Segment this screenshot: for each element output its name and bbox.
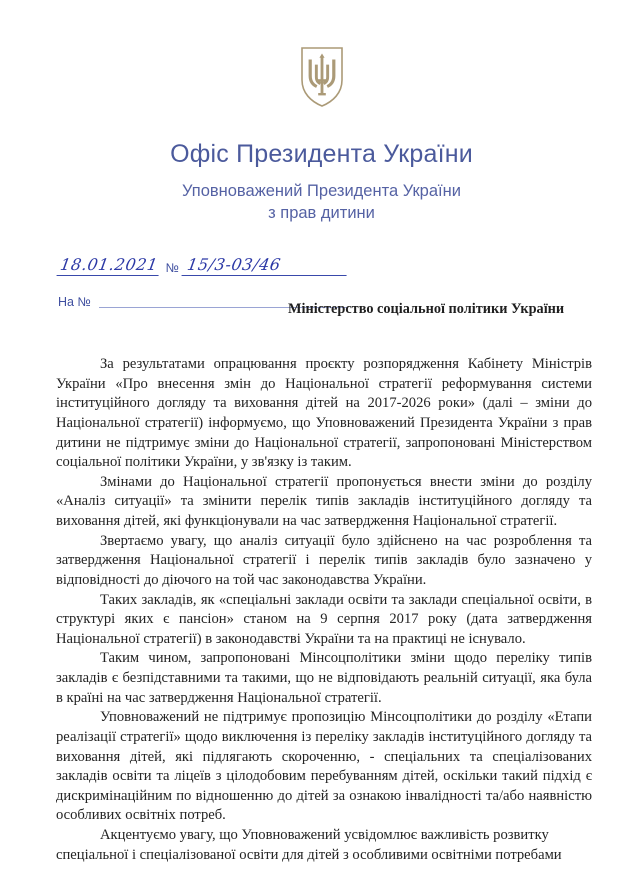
document-number-handwritten: 15/3-03/46 <box>182 257 350 276</box>
organization-subtitle <box>0 181 643 225</box>
organization-subtitle-line1: Уповноважений Президента України <box>182 182 461 200</box>
body-paragraph: Таким чином, запропоновані Мінсоцполітики зміни щодо переліку типів закладів є безпідставними та такими, що не відповідають реальній ситуації, яка була в країні на час затвердження Національної стратегії. <box>56 650 592 706</box>
letter-body <box>56 355 592 865</box>
reference-date-line <box>58 250 348 276</box>
addressee-block: Міністерство соціальної політики України <box>288 301 565 317</box>
document-date-handwritten: 18.01.2021 <box>56 257 161 276</box>
body-paragraph: Акцентуємо увагу, що Уповноважений усвідомлює важливість розвитку спеціальної і спеціалізованої освіти для дітей з особливими освітніми потребами <box>56 827 562 863</box>
reply-to-label: На № <box>58 294 91 309</box>
emblem-container <box>0 44 643 110</box>
body-paragraph: Звертаємо увагу, що аналіз ситуації було здійснено на час розроблення та затвердження Національної стратегії і перелік типів закладів було зазначено у відповідності до діючого на той час законодавства України. <box>56 532 592 588</box>
number-label: № <box>165 260 180 275</box>
body-paragraph: Уповноважений не підтримує пропозицію Мінсоцполітики до розділу «Етапи реалізації стратегії» щодо виключення із переліку закладів інституційного догляду та виховання дітей, які підлягають скороченню, - спеціальних та спеціалізованих закладів освіти та ліцеїв з цілодобовим перебуванням дітей, оскільки такий підхід є дискримінаційним по відношенню до дітей за ознакою інвалідності та/або наявністю особливих освітніх потреб. <box>56 709 592 824</box>
organization-subtitle-line2: з прав дитини <box>268 203 375 222</box>
body-paragraph: Таких закладів, як «спеціальні заклади освіти та заклади спеціальної освіти, в структурі яких є пансіон» станом на 9 серпня 2017 року (дата затвердження Національної стратегії) в законодавстві України та на практиці не існувало. <box>56 591 592 647</box>
organization-title: Офіс Президента України <box>170 140 473 168</box>
body-paragraph: Змінами до Національної стратегії пропонується внести зміни до розділу «Аналіз ситуації» та змінити перелік типів закладів інституційного догляду та виховання дітей, які функціонували на час затвердження Національної стратегії. <box>56 473 592 529</box>
body-paragraph: За результатами опрацювання проєкту розпорядження Кабінету Міністрів України «Про внесення змін до Національної стратегії реформування системи інституційного догляду та виховання дітей на 2017-2026 роки» (далі – зміни до Національної стратегії) інформуємо, що Уповноважений Президента України з прав дитини не підтримує зміни до Національної стратегії, запропоновані Міністерством соціальної політики України, у зв'язку із таким. <box>56 356 592 471</box>
ukraine-trident-coat-of-arms-icon <box>300 46 344 108</box>
letterhead <box>0 0 643 225</box>
